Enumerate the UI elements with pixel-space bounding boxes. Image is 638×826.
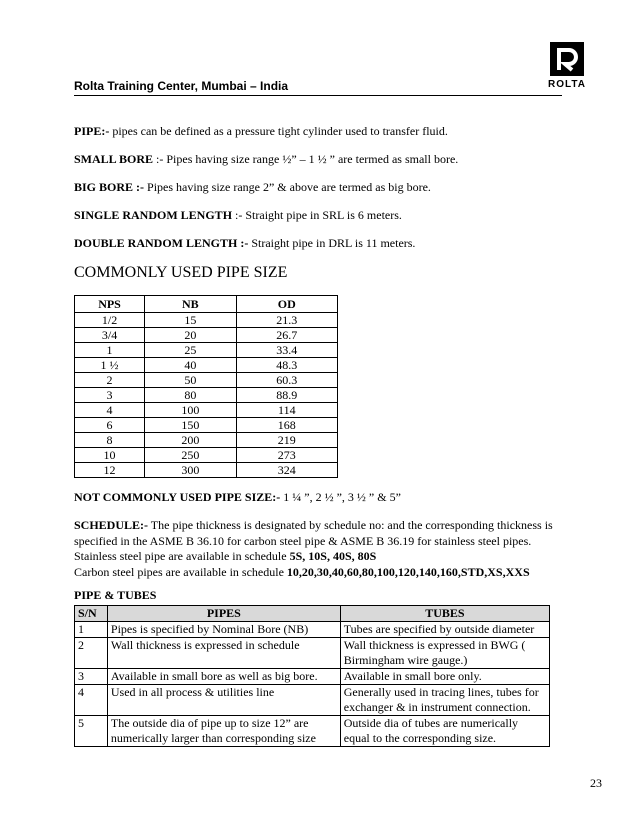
table-row: [75, 622, 550, 638]
table-cell: 3: [75, 388, 145, 403]
table-cell: 4: [75, 403, 145, 418]
table-cell: 26.7: [236, 328, 337, 343]
table-cell: 15: [145, 313, 237, 328]
table-cell: 100: [145, 403, 237, 418]
logo-text: ROLTA: [548, 79, 586, 90]
table-row: [75, 638, 550, 669]
table-cell: 5: [75, 716, 108, 747]
table-cell: 1: [75, 343, 145, 358]
definition-single-random-length: SINGLE RANDOM LENGTH :- Straight pipe in SRL is 6 meters.: [74, 208, 402, 222]
table-row: [75, 685, 550, 716]
table-cell: 6: [75, 418, 145, 433]
schedule-line-1: SCHEDULE:- The pipe thickness is designated by schedule no: and the corresponding thickness is: [74, 518, 553, 532]
definition-pipe: PIPE:- pipes can be defined as a pressure tight cylinder used to transfer fluid.: [74, 124, 448, 138]
definition-small-bore: SMALL BORE :- Pipes having size range ½” – 1 ½ ” are termed as small bore.: [74, 152, 459, 166]
table-row: [75, 313, 338, 328]
table-cell: 48.3: [236, 358, 337, 373]
table-row: [75, 328, 338, 343]
table-cell: 219: [236, 433, 337, 448]
table-row: [75, 388, 338, 403]
table-cell: Used in all process & utilities line: [107, 685, 340, 716]
table-cell: 3/4: [75, 328, 145, 343]
header-rule: [74, 95, 562, 96]
table-cell: 1 ½: [75, 358, 145, 373]
table-cell: 20: [145, 328, 237, 343]
pipe-size-table: [74, 295, 338, 478]
table-cell: 324: [236, 463, 337, 478]
table-cell: Tubes are specified by outside diameter: [340, 622, 549, 638]
table-cell: 3: [75, 669, 108, 685]
table-cell: 273: [236, 448, 337, 463]
header-title: Rolta Training Center, Mumbai – India: [74, 79, 289, 93]
column-header-sn: S/N: [75, 606, 108, 622]
table-cell: Outside dia of tubes are numerically equal to the corresponding size.: [340, 716, 549, 747]
table-cell: 2: [75, 373, 145, 388]
table-row: [75, 463, 338, 478]
table-cell: Pipes is specified by Nominal Bore (NB): [107, 622, 340, 638]
table-cell: 60.3: [236, 373, 337, 388]
table-cell: 12: [75, 463, 145, 478]
schedule-section: [74, 518, 553, 580]
column-header-tubes: TUBES: [340, 606, 549, 622]
table-cell: 25: [145, 343, 237, 358]
table-cell: 2: [75, 638, 108, 669]
table-row: [75, 669, 550, 685]
table-row: [75, 433, 338, 448]
table-cell: 168: [236, 418, 337, 433]
table-cell: 33.4: [236, 343, 337, 358]
table-row: [75, 373, 338, 388]
column-header-nb: NB: [145, 296, 237, 313]
table-cell: The outside dia of pipe up to size 12” are numerically larger than corresponding size: [107, 716, 340, 747]
column-header-od: OD: [236, 296, 337, 313]
table-row: [75, 448, 338, 463]
definition-double-random-length: DOUBLE RANDOM LENGTH :- Straight pipe in DRL is 11 meters.: [74, 236, 416, 250]
table-cell: 88.9: [236, 388, 337, 403]
table-row: [75, 403, 338, 418]
table-cell: Available in small bore as well as big bore.: [107, 669, 340, 685]
table-cell: Wall thickness is expressed in schedule: [107, 638, 340, 669]
column-header-pipes: PIPES: [107, 606, 340, 622]
table-cell: 21.3: [236, 313, 337, 328]
table-cell: Wall thickness is expressed in BWG ( Birmingham wire gauge.): [340, 638, 549, 669]
table-cell: 150: [145, 418, 237, 433]
table-cell: 114: [236, 403, 337, 418]
table-cell: 8: [75, 433, 145, 448]
table-row: [75, 716, 550, 747]
definition-big-bore: BIG BORE :- Pipes having size range 2” & above are termed as big bore.: [74, 180, 431, 194]
pipe-tubes-heading: PIPE & TUBES: [74, 588, 157, 602]
table-cell: 80: [145, 388, 237, 403]
table-cell: Generally used in tracing lines, tubes for exchanger & in instrument connection.: [340, 685, 549, 716]
table-cell: 50: [145, 373, 237, 388]
table-cell: Available in small bore only.: [340, 669, 549, 685]
table-row: [75, 358, 338, 373]
table-cell: 1/2: [75, 313, 145, 328]
table-cell: 250: [145, 448, 237, 463]
rolta-logo: [547, 42, 587, 90]
rolta-logo-icon: [550, 42, 584, 76]
schedule-line-4: Carbon steel pipes are available in schedule 10,20,30,40,60,80,100,120,140,160,STD,XS,XXS: [74, 564, 530, 579]
table-row: [75, 343, 338, 358]
schedule-line-3: Stainless steel pipe are available in schedule 5S, 10S, 40S, 80S: [74, 549, 377, 563]
table-row: [75, 418, 338, 433]
pipe-tubes-table: [74, 605, 550, 747]
column-header-nps: NPS: [75, 296, 145, 313]
common-sizes-heading: COMMONLY USED PIPE SIZE: [74, 264, 288, 281]
table-cell: 10: [75, 448, 145, 463]
not-common-sizes: NOT COMMONLY USED PIPE SIZE:- 1 ¼ ”, 2 ½ ”, 3 ½ ” & 5”: [74, 490, 401, 504]
table-cell: 200: [145, 433, 237, 448]
schedule-line-2: specified in the ASME B 36.10 for carbon steel pipe & ASME B 36.19 for stainless steel pipes.: [74, 533, 532, 548]
page-number: 23: [590, 776, 602, 790]
table-cell: 4: [75, 685, 108, 716]
table-cell: 40: [145, 358, 237, 373]
table-cell: 300: [145, 463, 237, 478]
table-cell: 1: [75, 622, 108, 638]
